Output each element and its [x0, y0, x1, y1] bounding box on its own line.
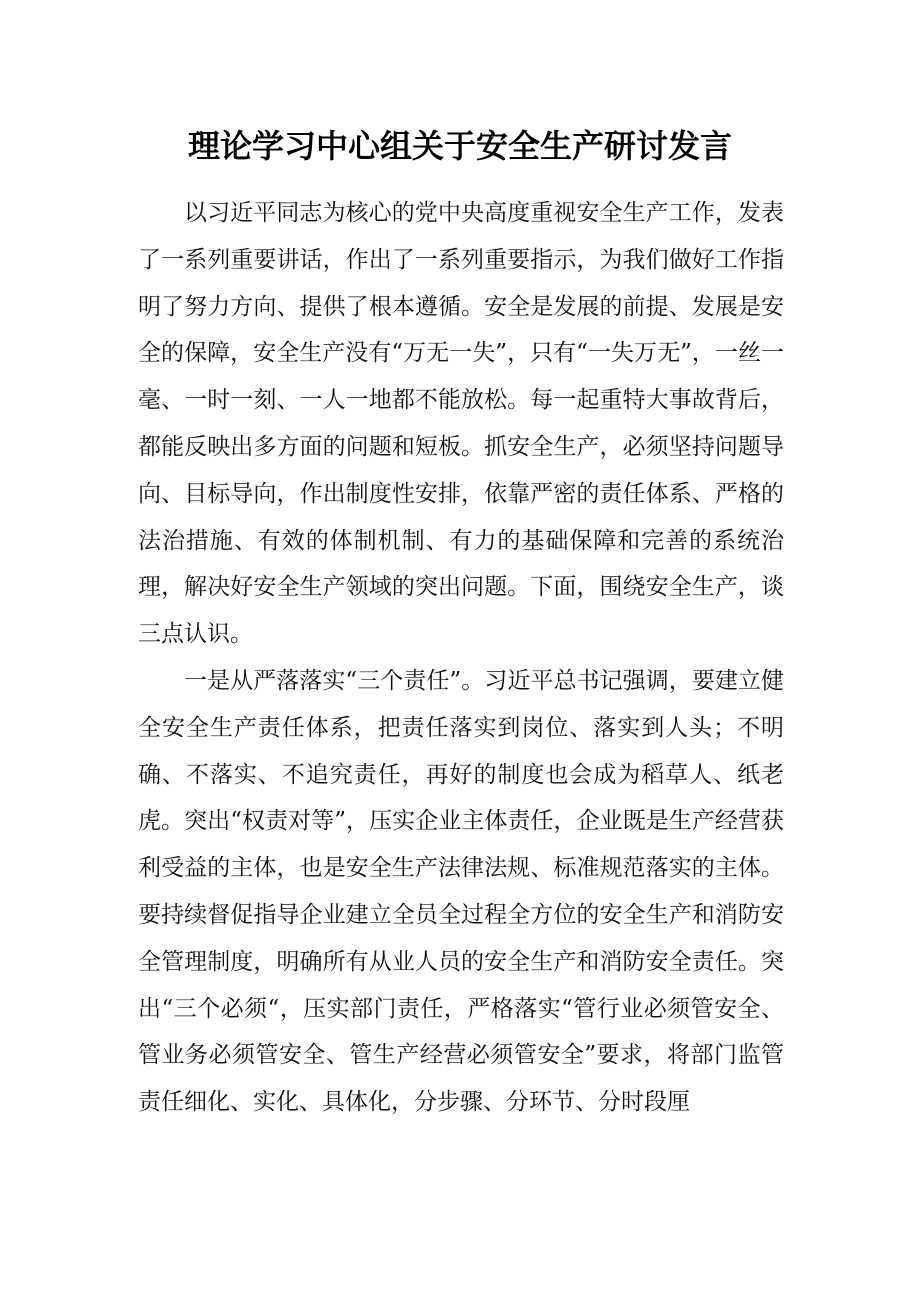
document-body	[138, 190, 784, 1126]
paragraph-point-one: 一是从严落落实“三个责任”。习近平总书记强调，要建立健全安全生产责任体系，把责任落实到岗位、落实到人头；不明确、不落实、不追究责任，再好的制度也会成为稻草人、纸老虎。突出“权责对等”，压实企业主体责任，企业既是生产经营获利受益的主体，也是安全生产法律法规、标准规范落实的主体。要持续督促指导企业建立全员全过程全方位的安全生产和消防安全管理制度，明确所有从业人员的安全生产和消防安全责任。突出“三个必须“，压实部门责任，严格落实“管行业必须管安全、管业务必须管安全、管生产经营必须管安全”要求，将部门监管责任细化、实化、具体化，分步骤、分环节、分时段厘	[138, 667, 784, 1116]
paragraph-intro: 以习近平同志为核心的党中央高度重视安全生产工作，发表了一系列重要讲话，作出了一系列重要指示，为我们做好工作指明了努力方向、提供了根本遵循。安全是发展的前提、发展是安全的保障，安全生产没有“万无一失”，只有“一失万无”，一丝一毫、一时一刻、一人一地都不能放松。每一起重特大事故背后，都能反映出多方面的问题和短板。抓安全生产，必须坚持问题导向、目标导向，作出制度性安排，依靠严密的责任体系、严格的法治措施、有效的体制机制、有力的基础保障和完善的系统治理，解决好安全生产领域的突出问题。下面，围绕安全生产，谈三点认识。	[138, 200, 784, 648]
document-title: 理论学习中心组关于安全生产研讨发言	[187, 127, 732, 165]
